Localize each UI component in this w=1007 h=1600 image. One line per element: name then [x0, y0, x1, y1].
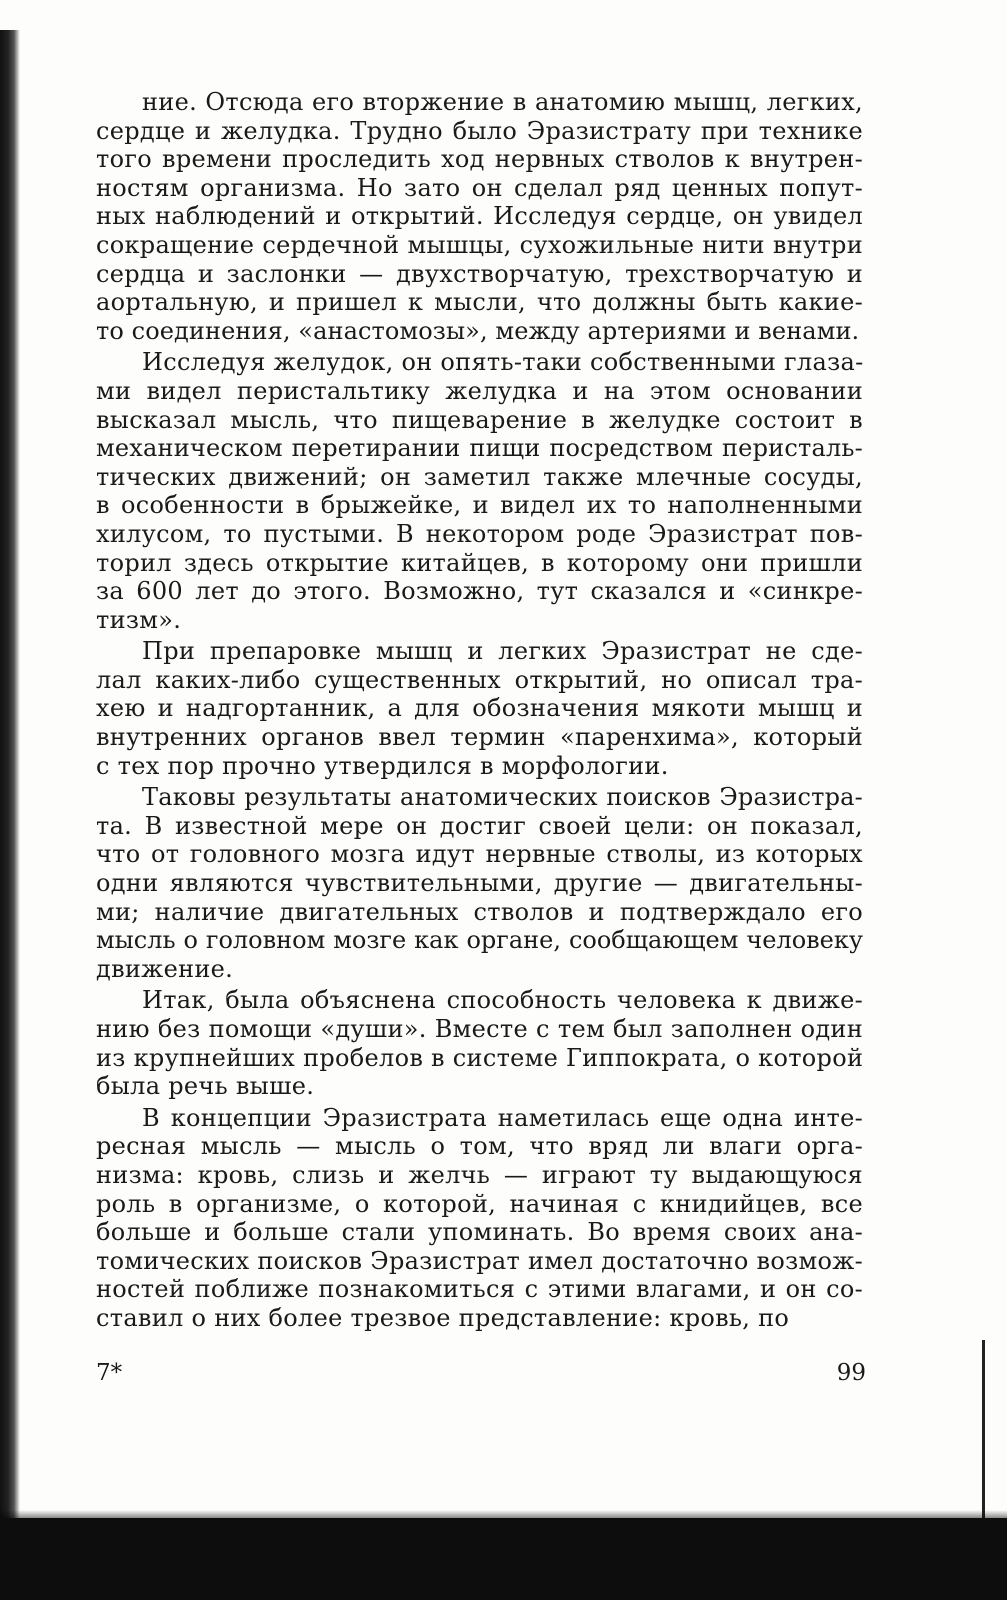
- text-line: ностям организма. Но зато он сделал ряд ценных попут-: [96, 173, 863, 202]
- text-line: ставил о них более трезвое представление: кровь, по: [96, 1303, 790, 1332]
- text-line: ных наблюдений и открытий. Исследуя сердце, он увидел: [96, 202, 863, 231]
- text-line: ностей поближе познакомиться с этими влагами, и он со-: [96, 1275, 863, 1304]
- scan-bottom-band: [0, 1518, 1007, 1600]
- text-line: в особенности в брыжейке, и видел их то наполненными: [96, 491, 863, 520]
- text-line: механическом перетирании пищи посредством перисталь-: [96, 434, 863, 463]
- paragraph: [96, 986, 863, 1100]
- text-line: мысль о головном мозге как органе, сообщающем человеку: [96, 926, 863, 955]
- page-body-text: [96, 88, 863, 1336]
- text-line: за 600 лет до этого. Возможно, тут сказался и «синкре-: [96, 577, 863, 606]
- text-line: В концепции Эразистрата наметилась еще одна инте-: [142, 1103, 863, 1132]
- text-line: то соединения, «анастомозы», между артериями и венами.: [96, 316, 860, 345]
- text-line: низма: кровь, слизь и желчь — играют ту выдающуюся: [96, 1160, 863, 1189]
- text-line: лал каких-либо существенных открытий, но описал тра-: [96, 665, 863, 694]
- text-line: высказал мысль, что пищеварение в желудке состоит в: [96, 405, 863, 434]
- scan-binding-shadow: [0, 30, 20, 1520]
- text-line: торил здесь открытие китайцев, в которому они пришли: [96, 548, 863, 577]
- scan-bottom-shadow: [0, 1510, 1007, 1518]
- text-line: внутренних органов ввел термин «паренхима», который: [96, 723, 863, 752]
- text-line: одни являются чувствительными, другие — двигательны-: [96, 869, 863, 898]
- text-line: из крупнейших пробелов в системе Гиппократа, о которой: [96, 1043, 864, 1072]
- paragraph: [96, 783, 863, 983]
- text-line: с тех пор прочно утвердился в морфологии.: [96, 751, 669, 780]
- text-line: Итак, была объяснена способность человека к движе-: [142, 986, 863, 1015]
- text-line: ние. Отсюда его вторжение в анатомию мышц, легких,: [142, 88, 863, 116]
- text-line: Таковы результаты анатомических поисков Эразистра-: [142, 783, 863, 812]
- text-line: Исследуя желудок, он опять-таки собственными глаза-: [142, 348, 864, 377]
- paragraph: [96, 1104, 863, 1333]
- text-line: хилусом, то пустыми. В некотором роде Эразистрат пов-: [96, 519, 863, 548]
- text-line: ми; наличие двигательных стволов и подтверждало его: [96, 897, 863, 926]
- text-line: что от головного мозга идут нервные стволы, из которых: [96, 840, 863, 869]
- text-line: аортальную, и пришел к мысли, что должны быть какие-: [96, 288, 863, 317]
- printer-signature-mark: 7*: [96, 1360, 123, 1386]
- text-line: нию без помощи «души». Вместе с тем был заполнен один: [96, 1015, 863, 1043]
- text-line: тических движений; он заметил также млечные сосуды,: [96, 462, 863, 491]
- page-number: 99: [836, 1360, 866, 1386]
- text-line: того времени проследить ход нервных стволов к внутрен-: [96, 145, 863, 174]
- text-line: хею и надгортанник, а для обозначения мякоти мышц и: [96, 694, 863, 723]
- text-line: томических поисков Эразистрат имел достаточно возмож-: [96, 1246, 863, 1275]
- paragraph: [96, 88, 863, 345]
- text-line: ми видел перистальтику желудка и на этом основании: [96, 376, 863, 405]
- text-line: та. В известной мере он достиг своей цели: он показал,: [96, 811, 863, 840]
- paragraph: [96, 637, 863, 780]
- paragraph: [96, 348, 863, 634]
- text-line: сокращение сердечной мышцы, сухожильные нити внутри: [96, 230, 863, 259]
- text-line: больше и больше стали упоминать. Во время своих ана-: [96, 1218, 863, 1247]
- text-line: роль в организме, о которой, начиная с книдийцев, все: [96, 1189, 863, 1218]
- text-line: сердце и желудка. Трудно было Эразистрату при технике: [96, 116, 863, 145]
- text-line: сердца и заслонки — двухстворчатую, трехстворчатую и: [96, 259, 863, 288]
- text-line: При препаровке мышц и легких Эразистрат не сде-: [142, 637, 863, 666]
- text-line: тизм».: [96, 605, 182, 634]
- scan-right-edge-line: [982, 1340, 985, 1520]
- text-line: ресная мысль — мысль о том, что вряд ли влаги орга-: [96, 1132, 863, 1161]
- text-line: была речь выше.: [96, 1072, 315, 1101]
- text-line: движение.: [96, 954, 234, 983]
